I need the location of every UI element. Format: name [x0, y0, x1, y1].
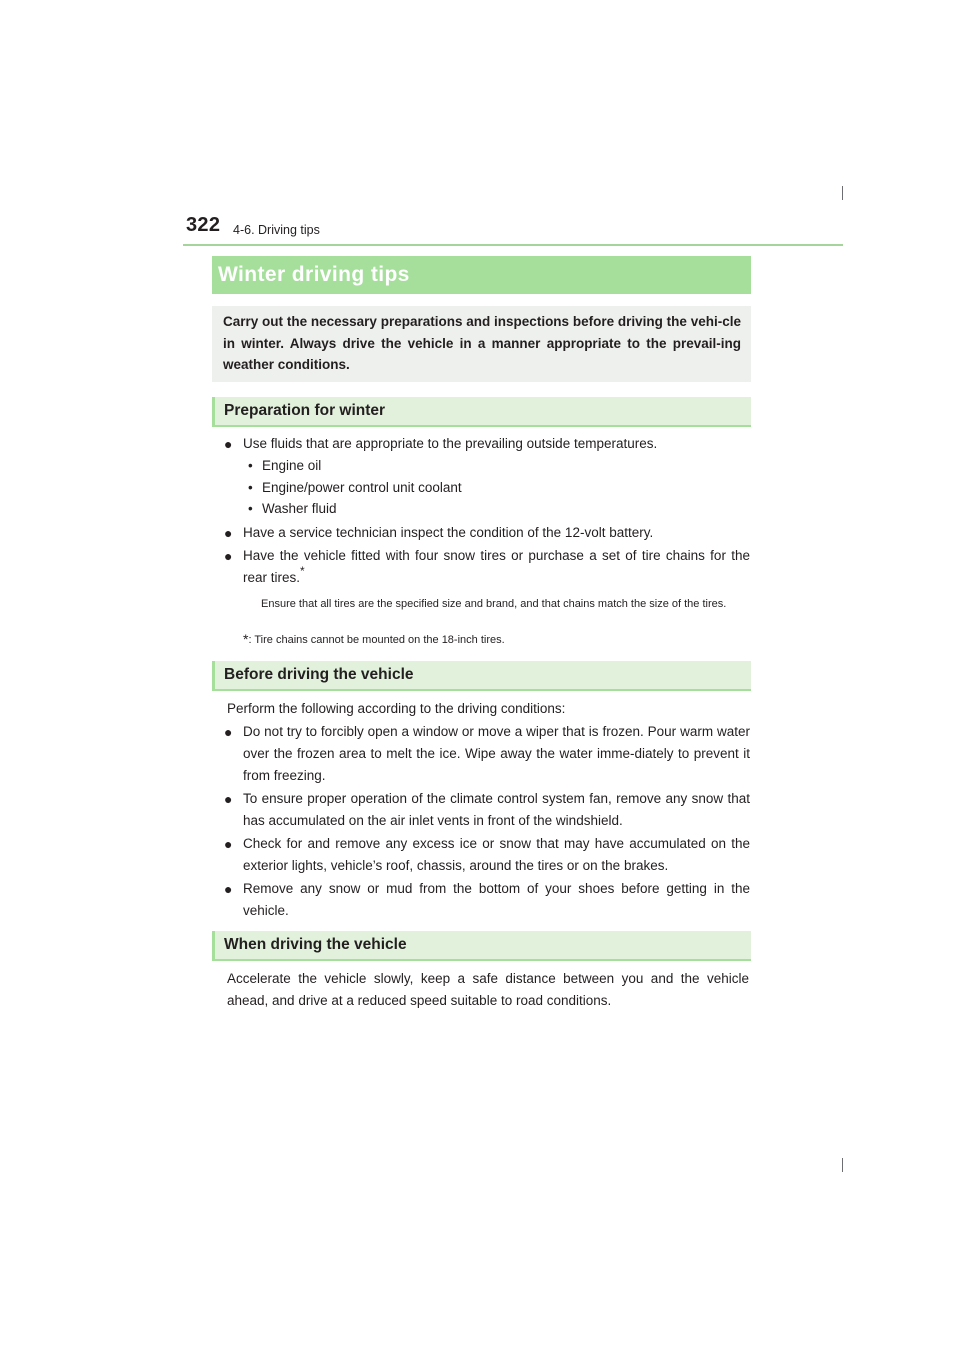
list-item: ● To ensure proper operation of the climate control system fan, remove any snow that has accumulated on the air inlet vents in front of the windshield.: [224, 788, 750, 832]
sub-list-item: • Washer fluid: [248, 498, 337, 520]
header-rule: [183, 244, 843, 246]
bullet-icon: ●: [224, 548, 233, 564]
bullet-icon: ●: [224, 525, 233, 541]
crop-mark-bottom: [842, 1158, 843, 1172]
sub-bullet-icon: •: [248, 480, 253, 495]
body-paragraph: Accelerate the vehicle slowly, keep a safe distance between you and the vehicle ahead, and drive at a reduced speed suitable to road conditions.: [227, 971, 749, 1008]
list-item: ● Check for and remove any excess ice or snow that may have accumulated on the exterior lights, vehicle’s roof, chassis, around the tires or on the brakes.: [224, 833, 750, 877]
sub-bullet-icon: •: [248, 458, 253, 473]
page-title-bar: [212, 256, 751, 294]
list-item: ● Have the vehicle fitted with four snow tires or purchase a set of tire chains for the rear tires.*: [224, 545, 750, 589]
bullet-icon: ●: [224, 436, 233, 452]
heading-preparation: Preparation for winter: [212, 397, 751, 427]
sub-list-item: • Engine/power control unit coolant: [248, 477, 462, 499]
bullet-icon: ●: [224, 791, 233, 807]
list-item: ● Use fluids that are appropriate to the prevailing outside temperatures.: [224, 433, 750, 455]
section-label: 4-6. Driving tips: [233, 223, 320, 237]
lead-text: Perform the following according to the driving conditions:: [227, 701, 566, 716]
note-text: Ensure that all tires are the specified size and brand, and that chains match the size of the tires.: [261, 598, 727, 610]
list-item: ● Have a service technician inspect the condition of the 12-volt battery.: [224, 522, 750, 544]
sub-bullet-icon: •: [248, 501, 253, 516]
heading-before-driving: Before driving the vehicle: [212, 661, 751, 691]
bullet-icon: ●: [224, 836, 233, 852]
page-number: 322: [186, 214, 221, 236]
crop-mark-top: [842, 186, 843, 200]
footnote-marker: *: [300, 564, 305, 578]
heading-when-driving: When driving the vehicle: [212, 931, 751, 961]
list-item: ● Remove any snow or mud from the bottom of your shoes before getting in the vehicle.: [224, 878, 750, 922]
list-item: ● Do not try to forcibly open a window or move a wiper that is frozen. Pour warm water over the frozen area to melt the ice. Wipe away the water imme-diately to prevent it from freezing.: [224, 721, 750, 787]
intro-box: Carry out the necessary preparations and inspections before driving the vehi-cle in winter. Always drive the vehicle in a manner appropriate to the prevail-ing weather conditions.: [212, 306, 751, 382]
page-title: Winter driving tips: [218, 263, 410, 286]
bullet-icon: ●: [224, 724, 233, 740]
footnote: *: Tire chains cannot be mounted on the 18-inch tires.: [243, 631, 505, 647]
bullet-icon: ●: [224, 881, 233, 897]
sub-list-item: • Engine oil: [248, 455, 321, 477]
